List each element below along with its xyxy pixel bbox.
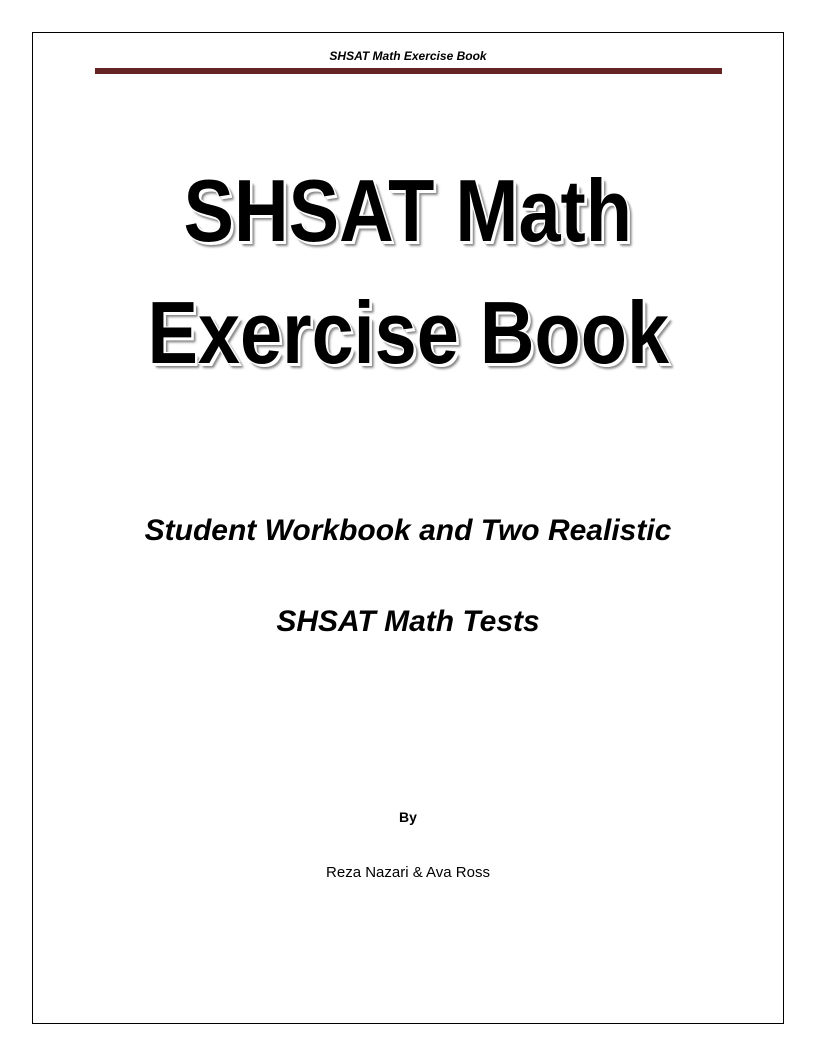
running-header: SHSAT Math Exercise Book: [329, 49, 487, 63]
subtitle-line-2: SHSAT Math Tests: [276, 605, 540, 638]
by-label: By: [399, 809, 417, 825]
title-text-1: SHSAT Math: [183, 161, 633, 260]
title-line-1: [0, 160, 816, 262]
authors: Reza Nazari & Ava Ross: [326, 864, 490, 881]
subtitle-line-1: Student Workbook and Two Realistic: [144, 514, 672, 547]
title-line-2: [0, 282, 816, 384]
title-text-2: Exercise Book: [147, 283, 669, 382]
header-rule: [95, 68, 722, 74]
